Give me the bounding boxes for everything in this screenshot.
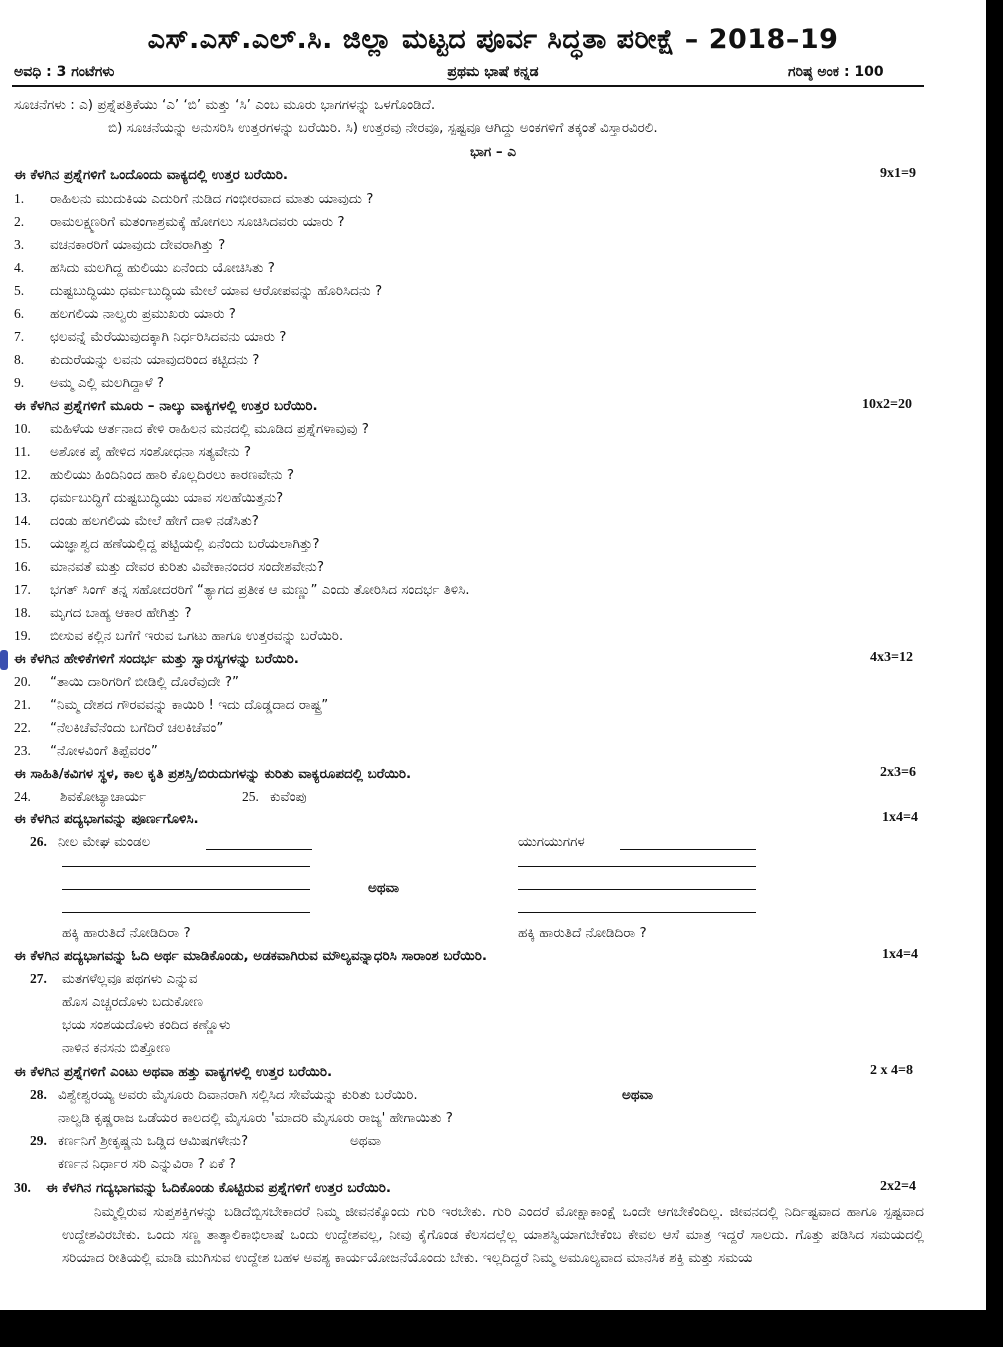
or-label: ಅಥವಾ bbox=[368, 880, 400, 896]
question-text: ಅಮ್ಮ ಎಲ್ಲಿ ಮಲಗಿದ್ದಾಳೆ ? bbox=[50, 375, 165, 391]
section-heading: ಈ ಕೆಳಗಿನ ಪದ್ಯಭಾಗವನ್ನು ಪೂರ್ಣಗೊಳಿಸಿ. bbox=[14, 811, 199, 827]
question-text: ಕರ್ಣನ ನಿರ್ಧಾರ ಸರಿ ಎನ್ನುವಿರಾ ? ಏಕೆ ? bbox=[58, 1156, 236, 1172]
duration: ಅವಧಿ : 3 ಗಂಟೆಗಳು bbox=[14, 64, 115, 80]
question-number: 12. bbox=[14, 467, 31, 482]
question-number: 13. bbox=[14, 490, 31, 505]
blank-line bbox=[206, 849, 312, 850]
question-number: 24. bbox=[14, 789, 31, 804]
question-text: ಭಗತ್ ಸಿಂಗ್ ತನ್ನ ಸಹೋದರರಿಗೆ “ತ್ಯಾಗದ ಪ್ರತೀಕ ಆ ಮಣ್ಣು” ಎಂದು ತೋರಿಸಿದ ಸಂದರ್ಭ ತಿಳಿಸಿ. bbox=[50, 582, 470, 598]
question-text: ಮೃಗದ ಬಾಹ್ಯ ಆಕಾರ ಹೇಗಿತ್ತು ? bbox=[50, 605, 192, 621]
section-marks: 1x4=4 bbox=[882, 947, 918, 962]
blank-line bbox=[518, 912, 756, 913]
instruction-line-1: ಸೂಚನೆಗಳು : ಎ) ಪ್ರಶ್ನೆಪತ್ರಿಕೆಯು ‘ಎ’ ‘ಬಿ’ ಮತ್ತು ‘ಸಿ’ ಎಂಬ ಮೂರು ಭಾಗಗಳನ್ನು ಒಳಗೊಂಡಿದೆ. bbox=[14, 97, 436, 113]
poem-left-start: ನೀಲ ಮೇಘ ಮಂಡಲ bbox=[58, 834, 151, 850]
poem-right-start: ಯುಗಯುಗಗಳ bbox=[518, 834, 585, 850]
instruction-line-2: ಬಿ) ಸೂಚನೆಯನ್ನು ಅನುಸರಿಸಿ ಉತ್ತರಗಳನ್ನು ಬರೆಯಿರಿ. ಸಿ) ಉತ್ತರವು ನೇರವೂ, ಸ್ಪಷ್ಟವೂ ಆಗಿದ್ದು ಅಂಕಗಳಿಗೆ ತಕ್ಕಂತೆ ವಿಸ್ತಾರವಿರಲಿ. bbox=[108, 120, 658, 136]
section-heading: ಈ ಕೆಳಗಿನ ಪ್ರಶ್ನೆಗಳಿಗೆ ಒಂದೊಂದು ವಾಕ್ಯದಲ್ಲಿ ಉತ್ತರ ಬರೆಯಿರಿ. bbox=[14, 167, 289, 183]
question-number: 6. bbox=[14, 306, 25, 321]
scan-edge-bottom bbox=[0, 1310, 1003, 1347]
question-text: ಶಿವಕೋಟ್ಯಾಚಾರ್ಯ bbox=[60, 789, 147, 805]
question-number: 28. bbox=[30, 1087, 47, 1102]
question-number: 23. bbox=[14, 743, 31, 758]
section-heading: ಈ ಕೆಳಗಿನ ಗದ್ಯಭಾಗವನ್ನು ಓದಿಕೊಂಡು ಕೊಟ್ಟಿರುವ ಪ್ರಶ್ನೆಗಳಿಗೆ ಉತ್ತರ ಬರೆಯಿರಿ. bbox=[46, 1180, 391, 1196]
question-text: ವಚನಕಾರರಿಗೆ ಯಾವುದು ದೇವರಾಗಿತ್ತು ? bbox=[50, 237, 226, 253]
part-label: ಭಾಗ – ಎ bbox=[469, 144, 517, 160]
question-number: 19. bbox=[14, 628, 31, 643]
section-marks: 2x3=6 bbox=[880, 765, 916, 780]
question-number: 15. bbox=[14, 536, 31, 551]
or-label: ಅಥವಾ bbox=[350, 1133, 382, 1149]
section-heading: ಈ ಕೆಳಗಿನ ಪದ್ಯಭಾಗವನ್ನು ಓದಿ ಅರ್ಥ ಮಾಡಿಕೊಂಡು, ಅಡಕವಾಗಿರುವ ಮೌಲ್ಯವನ್ನಾಧರಿಸಿ ಸಾರಾಂಶ ಬರೆಯಿರಿ. bbox=[14, 948, 487, 964]
poem-line: ಹೊಸ ಎಚ್ಚರದೊಳು ಬದುಕೋಣ bbox=[62, 994, 203, 1010]
section-marks: 4x3=12 bbox=[870, 650, 913, 665]
max-marks: ಗರಿಷ್ಠ ಅಂಕ : 100 bbox=[788, 64, 884, 80]
blank-line bbox=[62, 889, 310, 890]
question-text: ರಾಹಿಲನು ಮುದುಕಿಯ ಎದುರಿಗೆ ನುಡಿದ ಗಂಭೀರವಾದ ಮಾತು ಯಾವುದು ? bbox=[50, 191, 374, 207]
question-text: ದಂಡು ಹಲಗಲಿಯ ಮೇಲೆ ಹೇಗೆ ದಾಳಿ ನಡೆಸಿತು? bbox=[50, 513, 259, 529]
question-number: 5. bbox=[14, 283, 25, 298]
question-text: ಮಹಿಳೆಯ ಆರ್ತನಾದ ಕೇಳಿ ರಾಹಿಲನ ಮನದಲ್ಲಿ ಮೂಡಿದ ಪ್ರಶ್ನೆಗಳಾವುವು ? bbox=[50, 421, 369, 437]
question-number: 26. bbox=[30, 834, 47, 849]
question-number: 25. bbox=[242, 789, 259, 804]
question-number: 9. bbox=[14, 375, 25, 390]
question-number: 17. bbox=[14, 582, 31, 597]
question-text: “ನೆಲಕಿಚೆವೆನೆಂದು ಬಗೆದಿರೆ ಚಲಕಿಚೆವಂ” bbox=[50, 720, 224, 736]
section-marks: 2x2=4 bbox=[880, 1179, 916, 1194]
section-heading: ಈ ಸಾಹಿತಿ/ಕವಿಗಳ ಸ್ಥಳ, ಕಾಲ ಕೃತಿ ಪ್ರಶಸ್ತಿ/ಬಿರುದುಗಳನ್ನು ಕುರಿತು ವಾಕ್ಯರೂಪದಲ್ಲಿ ಬರೆಯಿರಿ. bbox=[14, 766, 412, 782]
question-text: “ನಿಮ್ಮ ದೇಶದ ಗೌರವವನ್ನು ಕಾಯಿರಿ ! ಇದು ದೊಡ್ಡದಾದ ರಾಷ್ಟ್ರ” bbox=[50, 697, 329, 713]
question-number: 27. bbox=[30, 971, 47, 986]
question-text: ದುಷ್ಟಬುದ್ಧಿಯು ಧರ್ಮಬುದ್ಧಿಯ ಮೇಲೆ ಯಾವ ಆರೋಪವನ್ನು ಹೊರಿಸಿದನು ? bbox=[50, 283, 383, 299]
question-text: “ನೋಳವಿಂಗೆ ತಿಪ್ಪೆವರಂ” bbox=[50, 743, 158, 759]
blank-line bbox=[62, 912, 310, 913]
header-divider bbox=[12, 85, 924, 87]
ink-mark bbox=[0, 650, 8, 670]
question-number: 11. bbox=[14, 444, 31, 459]
question-number: 16. bbox=[14, 559, 31, 574]
question-text: ಛಲವನ್ನೆ ಮೆರೆಯುವುದಕ್ಕಾಗಿ ನಿರ್ಧರಿಸಿದವನು ಯಾರು ? bbox=[50, 329, 287, 345]
question-number: 20. bbox=[14, 674, 31, 689]
section-marks: 9x1=9 bbox=[880, 166, 916, 181]
scan-edge bbox=[986, 0, 1003, 1310]
question-text: ಕರ್ಣನಿಗೆ ಶ್ರೀಕೃಷ್ಣನು ಒಡ್ಡಿದ ಆಮಿಷಗಳೇನು? bbox=[58, 1133, 249, 1149]
question-number: 4. bbox=[14, 260, 25, 275]
question-number: 22. bbox=[14, 720, 31, 735]
question-number: 10. bbox=[14, 421, 31, 436]
question-number: 21. bbox=[14, 697, 31, 712]
prose-passage: ನಿಮ್ಮಲ್ಲಿರುವ ಸುಪ್ತಶಕ್ತಿಗಳನ್ನು ಬಡಿದೆಬ್ಬಿಸಬೇಕಾದರೆ ನಿಮ್ಮ ಜೀವನಕ್ಕೊಂದು ಗುರಿ ಇರಬೇಕು. ಗುರಿ ಎಂದರೆ ಮೋಕ್ಷಾಕಾಂಕ್ಷೆ ಒಂದೇ ಆಗಬೇಕೆಂದಿಲ್ಲ. ಜೀವನದಲ್ಲಿ ನಿರ್ದಿಷ್ಟವಾದ ಹಾಗೂ ಸ್ಪಷ್ಟವಾದ ಉದ್ದೇಶವಿರಬೇಕು. ಒಂದು ಸಣ್ಣ ತಾತ್ಕಾಲಿಕಾಭಿಲಾಷೆ ಒಂದು ಉದ್ದೇಶವಲ್ಲ, ನೀವು ಕೈಗೊಂಡ ಕೆಲಸದಲ್ಲೆಲ್ಲ ಯಾಶಸ್ವಿಯಾಗಬೇಕೆಂಬ ಕೇವಲ ಆಸೆ ಮಾತ್ರ ಇದ್ದರೆ ಸಾಲದು. ಗೊತ್ತು ಪಡಿಸಿದ ಸಮಯದಲ್ಲಿ ಸರಿಯಾದ ರೀತಿಯಲ್ಲಿ ಮಾಡಿ ಮುಗಿಸುವ ಉದ್ದೇಶ ಬಹಳ ಅವಶ್ಯ ಕಾರ್ಯಯೋಜನೆಯೊಂದು ಬೇಕು. ಇಲ್ಲದಿದ್ದರೆ ನಿಮ್ಮ ಅಮೂಲ್ಯವಾದ ಮಾನಸಿಕ ಶಕ್ತಿ ಮತ್ತು ಸಮಯ bbox=[62, 1204, 924, 1266]
question-number: 7. bbox=[14, 329, 25, 344]
section-heading: ಈ ಕೆಳಗಿನ ಪ್ರಶ್ನೆಗಳಿಗೆ ಮೂರು – ನಾಲ್ಕು ವಾಕ್ಯಗಳಲ್ಲಿ ಉತ್ತರ ಬರೆಯಿರಿ. bbox=[14, 398, 318, 414]
poem-line: ನಾಳಿನ ಕನಸನು ಬಿತ್ತೋಣ bbox=[62, 1040, 171, 1056]
question-text: ವಿಶ್ವೇಶ್ವರಯ್ಯ ಅವರು ಮೈಸೂರು ದಿವಾನರಾಗಿ ಸಲ್ಲಿಸಿದ ಸೇವೆಯನ್ನು ಕುರಿತು ಬರೆಯಿರಿ. bbox=[58, 1087, 418, 1103]
question-text: ರಾಮಲಕ್ಷ್ಮಣರಿಗೆ ಮತಂಗಾಶ್ರಮಕ್ಕೆ ಹೋಗಲು ಸೂಚಿಸಿದವರು ಯಾರು ? bbox=[50, 214, 345, 230]
question-text: ಧರ್ಮಬುದ್ಧಿಗೆ ದುಷ್ಟಬುದ್ಧಿಯು ಯಾವ ಸಲಹೆಯಿತ್ತನು? bbox=[50, 490, 284, 506]
section-heading: ಈ ಕೆಳಗಿನ ಪ್ರಶ್ನೆಗಳಿಗೆ ಎಂಟು ಅಥವಾ ಹತ್ತು ವಾಕ್ಯಗಳಲ್ಲಿ ಉತ್ತರ ಬರೆಯಿರಿ. bbox=[14, 1064, 333, 1080]
paper-title: ಎಸ್.ಎಸ್.ಎಲ್.ಸಿ. ಜಿಲ್ಲಾ ಮಟ್ಟದ ಪೂರ್ವ ಸಿದ್ಧತಾ ಪರೀಕ್ಷೆ – 2018–19 bbox=[147, 24, 839, 55]
question-text: ಕುವೆಂಪು bbox=[270, 789, 307, 805]
question-number: 1. bbox=[14, 191, 25, 206]
question-text: ಕುದುರೆಯನ್ನು ಲವನು ಯಾವುದರಿಂದ ಕಟ್ಟಿದನು ? bbox=[50, 352, 260, 368]
blank-line bbox=[518, 889, 756, 890]
poem-right-end: ಹಕ್ಕಿ ಹಾರುತಿದೆ ನೋಡಿದಿರಾ ? bbox=[518, 925, 647, 941]
question-number: 3. bbox=[14, 237, 25, 252]
blank-line bbox=[518, 866, 756, 867]
question-text: “ತಾಯಿ ದಾರಿಗರಿಗೆ ಬೀಡಿಲ್ಲಿ ದೊರೆವುದೇ ?” bbox=[50, 674, 240, 690]
question-text: ಹಲಗಲಿಯ ನಾಲ್ವರು ಪ್ರಮುಖರು ಯಾರು ? bbox=[50, 306, 236, 322]
section-heading: ಈ ಕೆಳಗಿನ ಹೇಳಿಕೆಗಳಿಗೆ ಸಂದರ್ಭ ಮತ್ತು ಸ್ವಾರಸ್ಯಗಳನ್ನು ಬರೆಯಿರಿ. bbox=[14, 651, 299, 667]
subject: ಪ್ರಥಮ ಭಾಷೆ ಕನ್ನಡ bbox=[447, 64, 539, 80]
question-text: ಮಾನವತೆ ಮತ್ತು ದೇವರ ಕುರಿತು ವಿವೇಕಾನಂದರ ಸಂದೇಶವೇನು? bbox=[50, 559, 325, 575]
or-label: ಅಥವಾ bbox=[622, 1087, 654, 1103]
question-number: 14. bbox=[14, 513, 31, 528]
question-number: 29. bbox=[30, 1133, 47, 1148]
question-number: 2. bbox=[14, 214, 25, 229]
question-number: 18. bbox=[14, 605, 31, 620]
question-text: ನಾಲ್ವಡಿ ಕೃಷ್ಣರಾಜ ಒಡೆಯರ ಕಾಲದಲ್ಲಿ ಮೈಸೂರು 'ಮಾದರಿ ಮೈಸೂರು ರಾಜ್ಯ' ಹೇಗಾಯಿತು ? bbox=[58, 1110, 453, 1126]
poem-left-end: ಹಕ್ಕಿ ಹಾರುತಿದೆ ನೋಡಿದಿರಾ ? bbox=[62, 925, 191, 941]
section-marks: 1x4=4 bbox=[882, 810, 918, 825]
poem-line: ಭಯ ಸಂಶಯದೊಳು ಕಂದಿದ ಕಣ್ಣೊಳು bbox=[62, 1017, 231, 1033]
question-text: ಯಜ್ಞಾಶ್ವದ ಹಣೆಯಲ್ಲಿದ್ದ ಪಟ್ಟಿಯಲ್ಲಿ ಏನೆಂದು ಬರೆಯಲಾಗಿತ್ತು? bbox=[50, 536, 320, 552]
blank-line bbox=[62, 866, 310, 867]
question-text: ಬೀಸುವ ಕಲ್ಲಿನ ಬಗೆಗೆ ಇರುವ ಒಗಟು ಹಾಗೂ ಉತ್ತರವನ್ನು ಬರೆಯಿರಿ. bbox=[50, 628, 344, 644]
blank-line bbox=[620, 849, 756, 850]
question-number: 30. bbox=[14, 1180, 31, 1195]
section-marks: 10x2=20 bbox=[862, 397, 912, 412]
question-text: ಹುಲಿಯು ಹಿಂದಿನಿಂದ ಹಾರಿ ಕೊಲ್ಲದಿರಲು ಕಾರಣವೇನು ? bbox=[50, 467, 294, 483]
section-marks: 2 x 4=8 bbox=[870, 1063, 913, 1078]
question-text: ಹಸಿದು ಮಲಗಿದ್ದ ಹುಲಿಯು ಏನೆಂದು ಯೋಚಿಸಿತು ? bbox=[50, 260, 275, 276]
poem-line: ಮತಗಳೆಲ್ಲವೂ ಪಥಗಳು ಎನ್ನುವ bbox=[62, 971, 198, 987]
question-number: 8. bbox=[14, 352, 25, 367]
question-text: ಅಶೋಕ ಪೈ ಹೇಳಿದ ಸಂಶೋಧನಾ ಸತ್ಯವೇನು ? bbox=[50, 444, 252, 460]
